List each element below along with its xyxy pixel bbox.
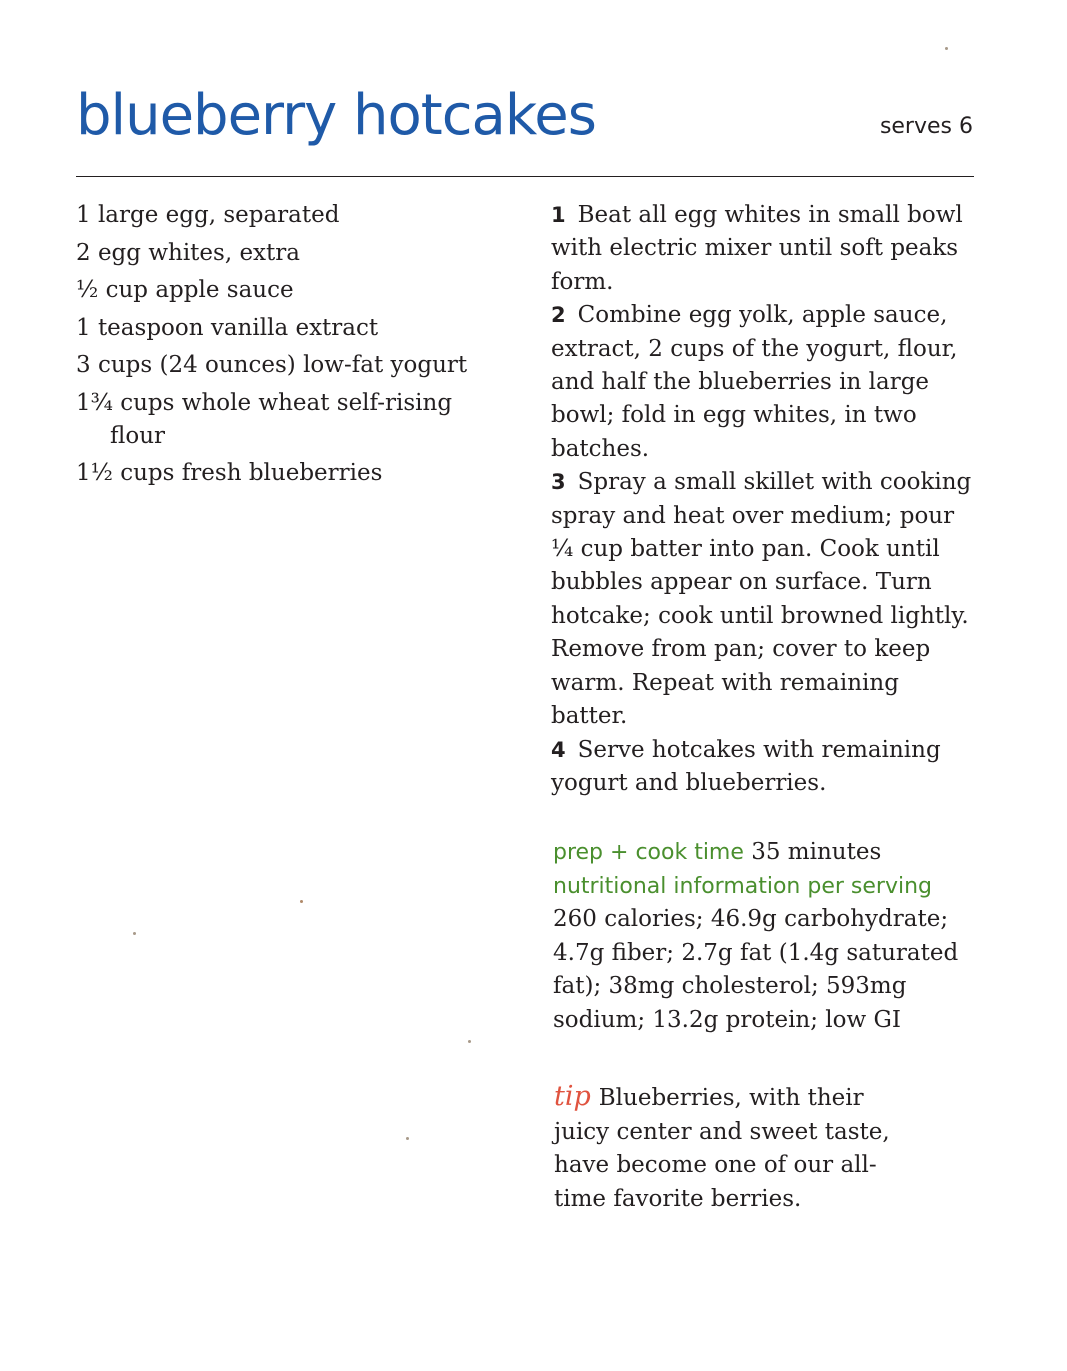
method-step: [551, 466, 981, 733]
prep-time-value: 35 minutes: [751, 839, 882, 865]
scan-speck: [133, 932, 136, 935]
step-number: 1: [551, 203, 566, 227]
step-text: Spray a small skillet with cooking spray and heat over medium; pour ¼ cup batter into pan. Cook until bubbles appear on surface. Turn hotcake; cook until browned lightly. Remove from pan; cover to keep warm. Repeat with remaining batter.: [551, 469, 972, 730]
ingredient-item: 1½ cups fresh blueberries: [76, 460, 383, 486]
step-text: Beat all egg whites in small bowl with electric mixer until soft peaks form.: [551, 202, 963, 295]
ingredient-item: 1 teaspoon vanilla extract: [76, 314, 379, 341]
title-divider: [76, 176, 974, 177]
ingredient-item: 3 cups (24 ounces) low-fat yogurt: [76, 352, 468, 378]
step-number: 2: [551, 303, 566, 328]
method-steps: [551, 199, 981, 800]
tip-label: tip: [554, 1081, 591, 1112]
step-number: 3: [551, 470, 566, 495]
recipe-info: [553, 836, 983, 1037]
step-text: Serve hotcakes with remaining yogurt and blueberries.: [551, 736, 941, 796]
nutrition-label: nutritional information per serving: [553, 873, 932, 899]
tip-box: [554, 1080, 894, 1216]
method-step: [551, 299, 981, 466]
scan-speck: [300, 900, 303, 903]
ingredient-item: 1 large egg, separated: [76, 202, 340, 228]
prep-time-label: prep + cook time: [553, 840, 744, 865]
serves-count: serves 6: [879, 114, 973, 139]
scan-speck: [468, 1040, 471, 1043]
method-step: [551, 199, 981, 299]
ingredient-item: 1¾ cups whole wheat self-rising flour: [76, 389, 453, 449]
ingredient-item: 2 egg whites, extra: [76, 239, 300, 266]
scan-speck: [406, 1137, 409, 1140]
method-step: [551, 734, 981, 801]
tip-text: Blueberries, with their juicy center and sweet taste, have become one of our all-time favorite berries.: [554, 1085, 890, 1212]
prep-time: [553, 836, 983, 870]
step-number: 4: [551, 737, 566, 762]
step-text: Combine egg yolk, apple sauce, extract, 2 cups of the yogurt, flour, and half the blueberries in large bowl; fold in egg whites, in two batches.: [551, 302, 958, 462]
recipe-title: blueberry hotcakes: [76, 83, 596, 148]
nutrition-value: 260 calories; 46.9g carbohydrate; 4.7g fiber; 2.7g fat (1.4g saturated fat); 38mg cholesterol; 593mg sodium; 13.2g protein; low GI: [553, 906, 959, 1033]
ingredient-item: ½ cup apple sauce: [76, 277, 294, 303]
ingredient-list: [76, 199, 506, 495]
scan-speck: [945, 47, 948, 50]
